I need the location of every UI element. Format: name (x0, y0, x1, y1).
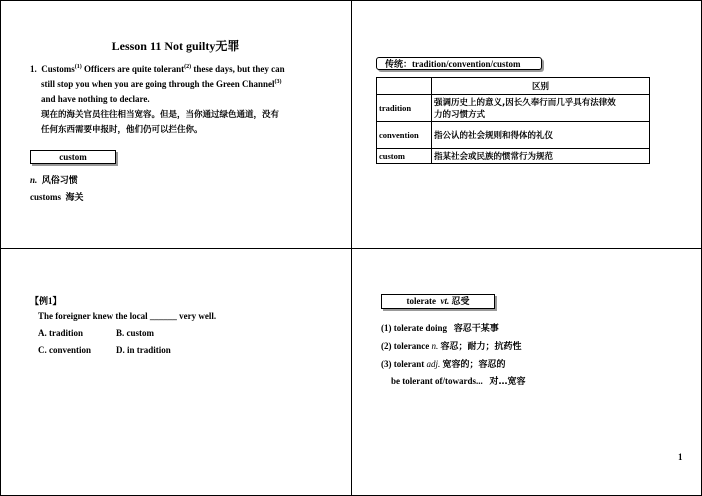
l2-pos: n. (431, 341, 439, 351)
example-number: 1 (48, 296, 53, 306)
tolerate-line-4 (391, 374, 526, 387)
page-number: 1 (678, 452, 683, 462)
custom-label-box: custom (30, 150, 116, 164)
tolerate-pos: vt. (440, 296, 450, 306)
tolerate-label-box (381, 294, 495, 309)
option-a: A. tradition (38, 328, 83, 338)
lesson-title-zh: 无罪 (215, 39, 240, 53)
tradition-prefix: 传统： (385, 60, 413, 70)
l1-en: (1) tolerate doing (381, 323, 447, 333)
horizontal-divider (0, 248, 702, 249)
table-cell-term: convention (377, 122, 432, 149)
zh-line-2: 任何东西需要申报时，他们仍可以拦住你。 (41, 125, 203, 135)
l2-zh: 容忍；耐力；抗药性 (440, 342, 522, 352)
tolerate-line-1 (381, 321, 499, 334)
customs-definition (30, 190, 84, 203)
example-question: The foreigner knew the local ______ very well. (38, 311, 217, 321)
footnote-1: (1) (74, 64, 82, 70)
table-cell-term: custom (377, 149, 432, 164)
table-cell-desc: 指公认的社会规则和得体的礼仪 (432, 122, 650, 149)
difference-table (376, 77, 650, 164)
tolerate-line-3 (381, 357, 506, 370)
text-green-channel: still stop you when you are going through the Green Channel (41, 79, 275, 89)
option-c: C. convention (38, 345, 92, 355)
table-cell-desc: 指某社会或民族的惯常行为规范 (432, 149, 650, 164)
example-open: 【例 (30, 297, 49, 307)
table-row (377, 149, 650, 164)
l3-zh: 宽容的；容忍的 (442, 360, 506, 370)
option-b: B. custom (116, 328, 154, 338)
desc-line: 强调历史上的意义,因长久奉行而几乎具有法律效 (434, 98, 616, 108)
example-heading (30, 294, 62, 307)
l3-pos: adj. (426, 359, 441, 369)
sentence-english (30, 62, 330, 107)
tradition-words: tradition/convention/custom (412, 59, 521, 69)
l1-zh: 容忍干某事 (453, 324, 499, 334)
text-officers: Officers are quite tolerant (81, 64, 185, 74)
l2-en: (2) tolerance (381, 341, 430, 351)
l4-zh: 对…宽容 (489, 377, 526, 387)
custom-meaning: 风俗习惯 (41, 176, 78, 186)
customs-word: customs (30, 192, 61, 202)
zh-line-1: 现在的海关官员往往相当宽容。但是，当你通过绿色通道，没有 (41, 110, 280, 120)
example-close: 】 (52, 297, 62, 307)
table-row (377, 122, 650, 149)
custom-definition (30, 173, 78, 186)
table-header: 区别 (432, 78, 650, 95)
text-customs: Customs (41, 64, 75, 74)
l3-en: (3) tolerant (381, 359, 425, 369)
tolerate-line-2 (381, 339, 522, 352)
tradition-label-box (376, 57, 542, 70)
option-d: D. in tradition (116, 345, 171, 355)
tolerate-meaning: 忍受 (451, 297, 470, 307)
lesson-title-en: Lesson 11 Not guilty (111, 39, 216, 53)
l4-en: be tolerant of/towards... (391, 376, 483, 386)
text-declare: and have nothing to declare. (41, 94, 150, 104)
table-row (377, 95, 650, 122)
table-cell-term: tradition (377, 95, 432, 122)
table-cell-desc (432, 95, 650, 122)
pos-noun: n. (30, 175, 38, 185)
table-header-blank (377, 78, 432, 95)
footnote-3: (3) (274, 79, 282, 85)
text-these-days: these days, but they can (191, 64, 285, 74)
footnote-2: (2) (184, 64, 192, 70)
customs-meaning: 海关 (65, 193, 84, 203)
desc-line: 力的习惯方式 (434, 110, 486, 120)
sentence-chinese (41, 108, 331, 138)
tolerate-word: tolerate (406, 296, 436, 306)
table-header-row (377, 78, 650, 95)
lesson-title (0, 37, 351, 54)
sentence-number: 1. (30, 64, 37, 74)
